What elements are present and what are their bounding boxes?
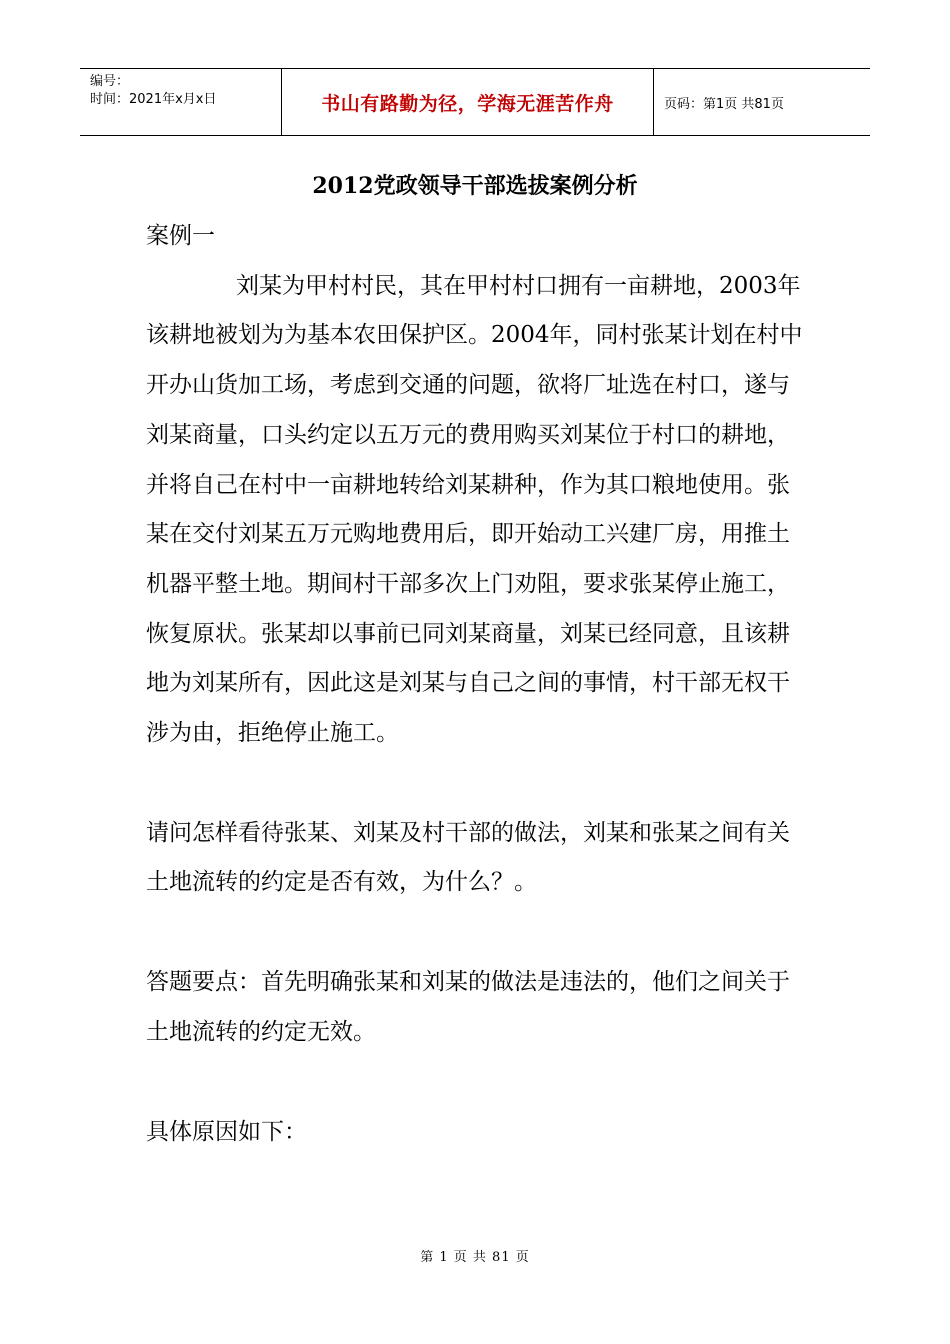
header-meta-cell — [80, 69, 282, 135]
document-header — [80, 68, 870, 136]
document-number-label: 编号： — [90, 74, 130, 89]
answer-paragraph: 答题要点：首先明确张某和刘某的做法是违法的，他们之间关于土地流转的约定无效。 — [146, 969, 790, 1045]
header-page-label: 页码：第1页 共81页 — [664, 96, 784, 112]
reasons-heading: 具体原因如下： — [146, 1118, 307, 1145]
document-body — [146, 212, 806, 1157]
case-paragraph: 刘某为甲村村民，其在甲村村口拥有一亩耕地，2003年该耕地被划为为基本农田保护区。2004年，同村张某计划在村中开办山货加工场，考虑到交通的问题，欲将厂址选在村口，遂与刘某商量，口头约定以五万元的费用购买刘某位于村口的耕地，并将自己在村中一亩耕地转给刘某耕种，作为其口粮地使用。张某在交付刘某五万元购地费用后，即开始动工兴建厂房，用推土机器平整土地。期间村干部多次上门劝阻，要求张某停止施工，恢复原状。张某却以事前已同刘某商量，刘某已经同意，且该耕地为刘某所有，因此这是刘某与自己之间的事情，村干部无权干涉为由，拒绝停止施工。 — [146, 272, 803, 747]
header-page-cell — [654, 69, 870, 135]
question-paragraph: 请问怎样看待张某、刘某及村干部的做法，刘某和张某之间有关土地流转的约定是否有效，为什么？。 — [146, 819, 790, 896]
document-title: 2012党政领导干部选拔案例分析 — [312, 173, 638, 199]
document-date-label: 时间：2021年x月x日 — [90, 92, 217, 107]
header-motto-cell — [282, 69, 654, 135]
header-motto: 书山有路勤为径，学海无涯苦作舟 — [321, 92, 614, 115]
page-footer: 第 1 页 共 81 页 — [420, 1250, 530, 1265]
case-heading: 案例一 — [146, 223, 215, 249]
